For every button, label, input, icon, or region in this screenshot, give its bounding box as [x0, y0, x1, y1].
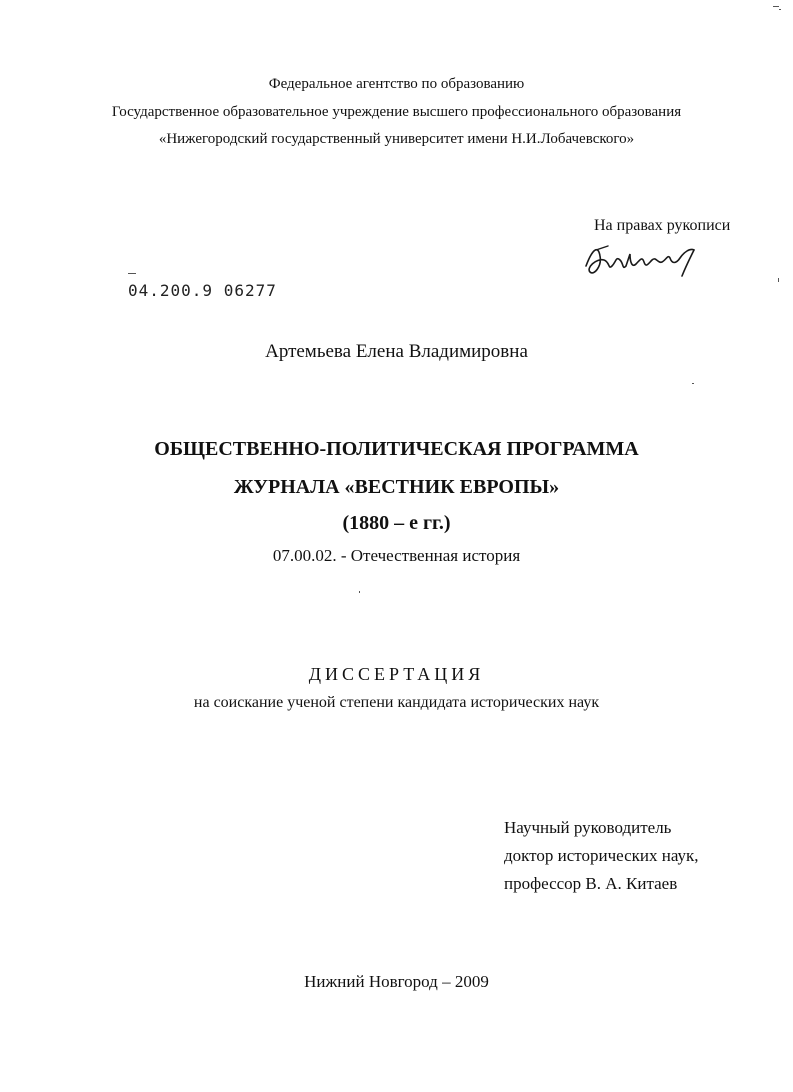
- supervisor-name: профессор В. А. Китаев: [504, 874, 678, 893]
- specialty: 07.00.02. - Отечественная история: [272, 546, 521, 565]
- scan-speck: [779, 9, 781, 10]
- scan-speck: [128, 273, 136, 274]
- supervisor-role: Научный руководитель: [504, 818, 672, 837]
- agency-line: Федеральное агентство по образованию: [268, 76, 525, 92]
- signature-icon: [582, 236, 702, 284]
- document-type: ДИССЕРТАЦИЯ: [308, 664, 485, 684]
- scan-speck: [773, 6, 779, 7]
- supervisor-block: [504, 814, 699, 898]
- title-line-2: ЖУРНАЛА «ВЕСТНИК ЕВРОПЫ»: [233, 476, 560, 498]
- archive-code: 04.200.9 06277: [128, 281, 277, 300]
- title-line-1: ОБЩЕСТВЕННО-ПОЛИТИЧЕСКАЯ ПРОГРАММА: [154, 438, 639, 460]
- scan-speck: [778, 278, 779, 282]
- scan-speck: [692, 383, 694, 384]
- degree-purpose: на соискание ученой степени кандидата исторических наук: [193, 694, 600, 711]
- university-line: «Нижегородский государственный университет имени Н.И.Лобачевского»: [158, 131, 635, 147]
- title-line-3: (1880 – е гг.): [342, 512, 451, 534]
- manuscript-note: На правах рукописи: [594, 217, 731, 234]
- place-year: Нижний Новгород – 2009: [304, 972, 489, 991]
- supervisor-degree: доктор исторических наук,: [504, 846, 699, 865]
- institution-line: Государственное образовательное учреждение высшего профессионального образования: [111, 104, 682, 120]
- author-name: Артемьева Елена Владимировна: [265, 341, 528, 362]
- scan-speck: [359, 591, 360, 593]
